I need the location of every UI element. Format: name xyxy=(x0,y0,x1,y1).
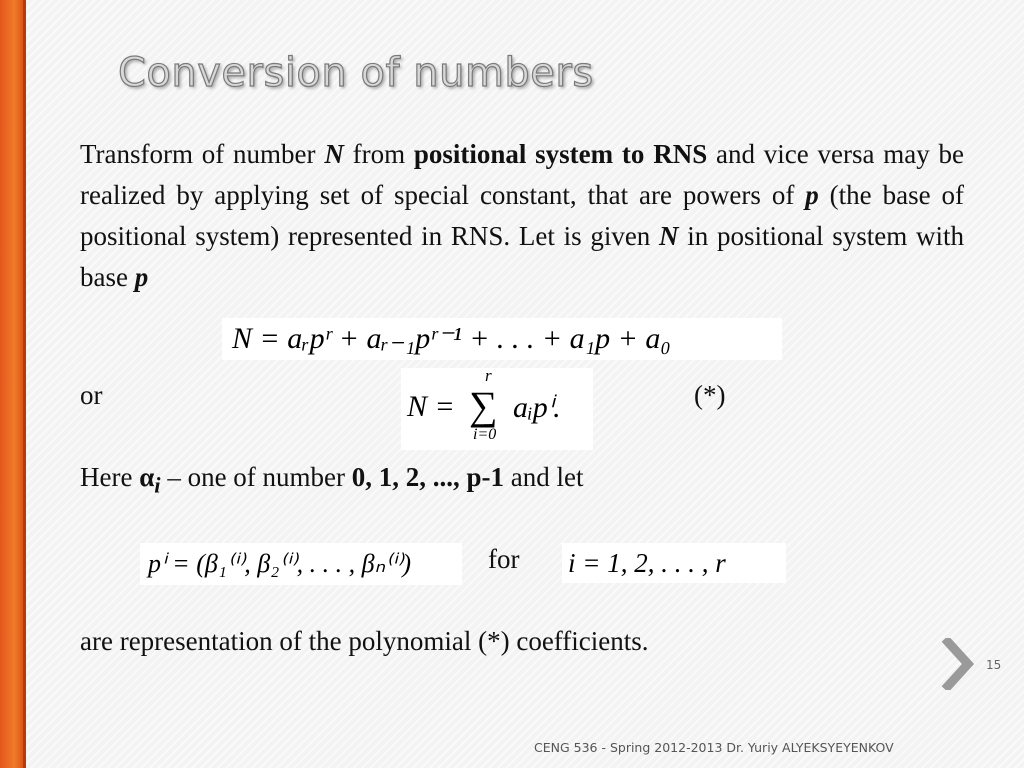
slide-footer: CENG 536 - Spring 2012-2013 Dr. Yuriy ALYEKSYEYENKOV xyxy=(534,740,894,755)
body-text-segment: in positional system with base xyxy=(80,221,964,292)
sum-term: aᵢpⁱ. xyxy=(513,391,561,424)
here-text: and let xyxy=(504,462,584,492)
sum-formula xyxy=(401,368,593,450)
body-text-segment: and vice versa may be realized by applying set of special constant, that are powers of xyxy=(80,139,964,210)
variable-N: N xyxy=(659,221,679,251)
digit-range: 0, 1, 2, ..., p-1 xyxy=(351,462,505,492)
for-label: for xyxy=(488,544,520,574)
body-text-segment: from xyxy=(343,139,414,169)
polynomial-formula: N = aᵣpʳ + aᵣ₋₁pʳ⁻¹ + . . . + a₁p + a₀ xyxy=(222,318,782,360)
slide-title: Conversion of numbers xyxy=(118,50,594,96)
variable-p: p xyxy=(805,180,819,210)
sidebar-accent-bar xyxy=(0,0,26,768)
sigma-symbol: ∑ xyxy=(469,383,498,428)
equation-label: (*) xyxy=(694,380,726,410)
here-text: – one of number xyxy=(160,462,352,492)
variable-N: N xyxy=(324,139,344,169)
body-paragraph xyxy=(80,134,964,298)
body-text-segment: Transform of number xyxy=(80,139,325,169)
page-number: 15 xyxy=(986,658,1002,672)
body-text-segment: (the base of positional system) represented in RNS. Let is given xyxy=(80,180,964,251)
here-text: Here xyxy=(80,462,140,492)
or-label: or xyxy=(80,380,103,410)
alpha-subscript: i xyxy=(154,472,161,498)
chevron-right-icon[interactable] xyxy=(942,638,976,690)
alpha-symbol: α xyxy=(139,462,155,492)
emphasis-text: positional system to RNS xyxy=(413,139,708,169)
power-representation-formula: pⁱ = (β₁⁽ⁱ⁾, β₂⁽ⁱ⁾, . . . , βₙ⁽ⁱ⁾) xyxy=(140,543,462,585)
variable-p: p xyxy=(134,262,149,292)
index-range-formula: i = 1, 2, . . . , r xyxy=(562,543,786,583)
here-line xyxy=(80,462,584,498)
conclusion-text: are representation of the polynomial (*) coefficients. xyxy=(80,626,649,656)
sum-lower-limit: i=0 xyxy=(473,426,497,443)
sum-upper-limit: r xyxy=(485,366,492,385)
sum-lhs: N = xyxy=(407,390,455,423)
